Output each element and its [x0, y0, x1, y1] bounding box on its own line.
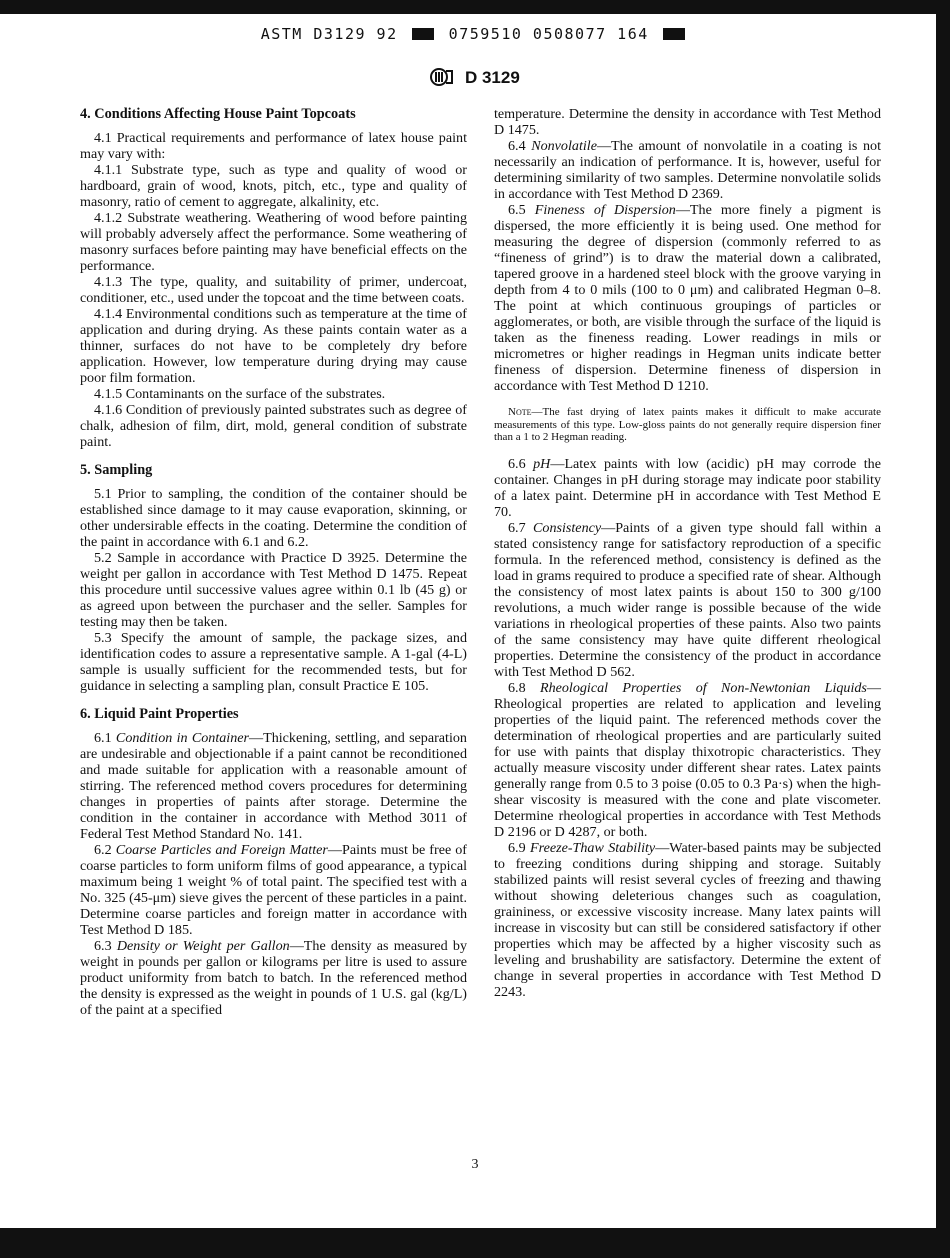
paragraph: 6.1 Condition in Container—Thickening, settling, and separation are undesirable and objectionable if a paint cannot be reconditioned and made suitable for application with a reasonable amount of stirring. The referenced method covers procedures for determining changes in properties of paints after storage. Determine the condition in the container in accordance with Method 3011 of Federal Test Method Standard No. 141.	[80, 730, 467, 842]
note: Note—The fast drying of latex paints makes it difficult to make accurate measurements of this type. Low-gloss paints do not generally require dispersion finer than a 1 to 2 Hegman reading.	[494, 406, 881, 443]
section-heading: 6. Liquid Paint Properties	[80, 706, 239, 722]
astm-logo-icon	[430, 68, 454, 86]
document-designation: D 3129	[464, 68, 520, 87]
page-header	[0, 68, 950, 88]
page-number: 3	[471, 1157, 479, 1172]
paragraph: 6.7 Consistency—Paints of a given type should fall within a stated consistency range for satisfactory reproduction of a specific formula. In the referenced method, consistency is defined as the load in grams required to produce a specified rate of shear. Although the consistency of most latex paints is about 150 to 300 g/100 revolutions, a much wider range is possible because of the wide variations in rheological properties of these paints. Also two paints of the same consistency may have quite different rheological properties. Determine the consistency of the product in accordance with Test Method D 562.	[494, 519, 881, 680]
paragraph: 6.8 Rheological Properties of Non-Newtonian Liquids—Rheological properties are related to application and leveling properties of the liquid paint. The referenced methods cover the determination of rheological properties and are particularly suited for use with paints that display thixotropic characteristics. They actually measure viscosity under different shear rates. Latex paints generally range from 0.5 to 3 poise (0.05 to 0.3 Pa·s) when the high-shear viscosity is measured with the cone and plate viscometer. Determine rheological properties in accordance with Test Methods D 2196 or D 4287, or both.	[494, 679, 881, 840]
scan-block-mark	[663, 28, 685, 40]
paragraph: 6.9 Freeze-Thaw Stability—Water-based paints may be subjected to freezing conditions during shipping and storage. Suitably stabilized paints will resist several cycles of freezing and thawing without showing deleterious changes such as coagulation, graininess, or excessive viscosity increase. Many latex paints will increase in viscosity but can still be considered satisfactory if other properties which may be affected by a higher viscosity such as leveling and brushability are satisfactory. Determine the extent of change in several properties in accordance with Test Method D 2243.	[494, 839, 881, 1000]
scan-header-serial: 0759510 0508077 164	[448, 25, 649, 43]
scan-bottom-border	[0, 1228, 950, 1258]
scan-block-mark	[412, 28, 434, 40]
paragraph: 6.3 Density or Weight per Gallon—The density as measured by weight in pounds per gallon or kilograms per litre is used to assure product uniformity from batch to batch. In the referenced method the density is expressed as the weight in pounds of 1 U.S. gal (kg/L) of the paint at a specified	[80, 938, 467, 1018]
paragraph: 4.1 Practical requirements and performance of latex house paint may vary with:	[80, 130, 467, 162]
paragraph: 4.1.5 Contaminants on the surface of the substrates.	[94, 386, 386, 402]
right-column	[494, 106, 881, 1000]
scan-right-border	[936, 0, 950, 1258]
paragraph: 4.1.3 The type, quality, and suitability of primer, undercoat, conditioner, etc., used under the topcoat and the time between coats.	[80, 274, 467, 306]
paragraph: 6.6 pH—Latex paints with low (acidic) pH may corrode the container. Changes in pH during storage may indicate poor stability of a latex paint. Determine pH in accordance with Test Method E 70.	[494, 455, 881, 520]
paragraph: 4.1.1 Substrate type, such as type and quality of wood or hardboard, grain of wood, knots, pitch, etc., type and quality of masonry, ratio of cement to aggregate, alkalinity, etc.	[80, 162, 467, 210]
section-heading: 4. Conditions Affecting House Paint Topcoats	[80, 106, 356, 122]
paragraph: 6.2 Coarse Particles and Foreign Matter—Paints must be free of coarse particles to form uniform films of good appearance, a typical maximum being 1 weight % of total paint. The specified test with a No. 325 (45-μm) sieve gives the percent of these particles in a paint. Determine coarse particles and foreign matter in accordance with Test Method D 185.	[80, 842, 468, 938]
left-column	[80, 106, 467, 1018]
paragraph: 4.1.2 Substrate weathering. Weathering of wood before painting will probably adversely affect the performance. Some weathering of masonry surfaces before painting may have beneficial effects on the performance.	[80, 210, 467, 274]
paragraph: 6.5 Fineness of Dispersion—The more finely a pigment is dispersed, the more efficiently it is being used. One method for measuring the degree of dispersion (commonly referred to as “fineness of grind”) is to draw the material down a calibrated, tapered groove in a hardened steel block with the groove varying in depth from 4 to 0 mils (100 to 0 μm) and calibrated Hegman 0–8. The point at which continuous groupings of particles or agglomerates, or both, are visible through the surface of the liquid is taken as the fineness reading. Lower readings in mils or micrometres or higher readings in Hegman units indicate better fineness of dispersion. Determine fineness of dispersion in accordance with Test Method D 1210.	[494, 202, 881, 394]
section-heading: 5. Sampling	[80, 462, 153, 478]
paragraph: 4.1.4 Environmental conditions such as temperature at the time of application and during drying. As these paints contain water as a thinner, surfaces do not have to be completely dry before application. However, low temperature during drying may cause poor film formation.	[80, 306, 467, 386]
scan-header-code: ASTM D3129 92	[260, 25, 398, 43]
paragraph: 5.2 Sample in accordance with Practice D 3925. Determine the weight per gallon in accordance with Test Method D 1475. Repeat this procedure until successive values agree within 0.1 lb (45 g) or as agreed upon between the purchaser and the seller. Samples for testing may then be taken.	[80, 550, 467, 630]
paragraph-continuation: temperature. Determine the density in accordance with Test Method D 1475.	[494, 106, 881, 138]
scan-header-line	[0, 25, 950, 43]
paragraph: 5.1 Prior to sampling, the condition of the container should be established since damage to it may cause evaporation, skinning, or other undersirable effects in the coating. Determine the condition of the paint in accordance with 6.1 and 6.2.	[80, 486, 467, 550]
scan-top-border	[0, 0, 950, 14]
paragraph: 5.3 Specify the amount of sample, the package sizes, and identification codes to assure a representative sample. A 1-gal (4-L) sample is usually sufficient for the recommended tests, but for guidance in selecting a sampling plan, consult Practice E 105.	[80, 630, 467, 694]
paragraph: 4.1.6 Condition of previously painted substrates such as degree of chalk, adhesion of film, dirt, mold, general condition of substrate paint.	[80, 402, 467, 450]
paragraph: 6.4 Nonvolatile—The amount of nonvolatile in a coating is not necessarily an indication of performance. It is, however, useful for determining similarity of two samples. Determine nonvolatile solids in accordance with Test Method D 2369.	[494, 138, 881, 202]
